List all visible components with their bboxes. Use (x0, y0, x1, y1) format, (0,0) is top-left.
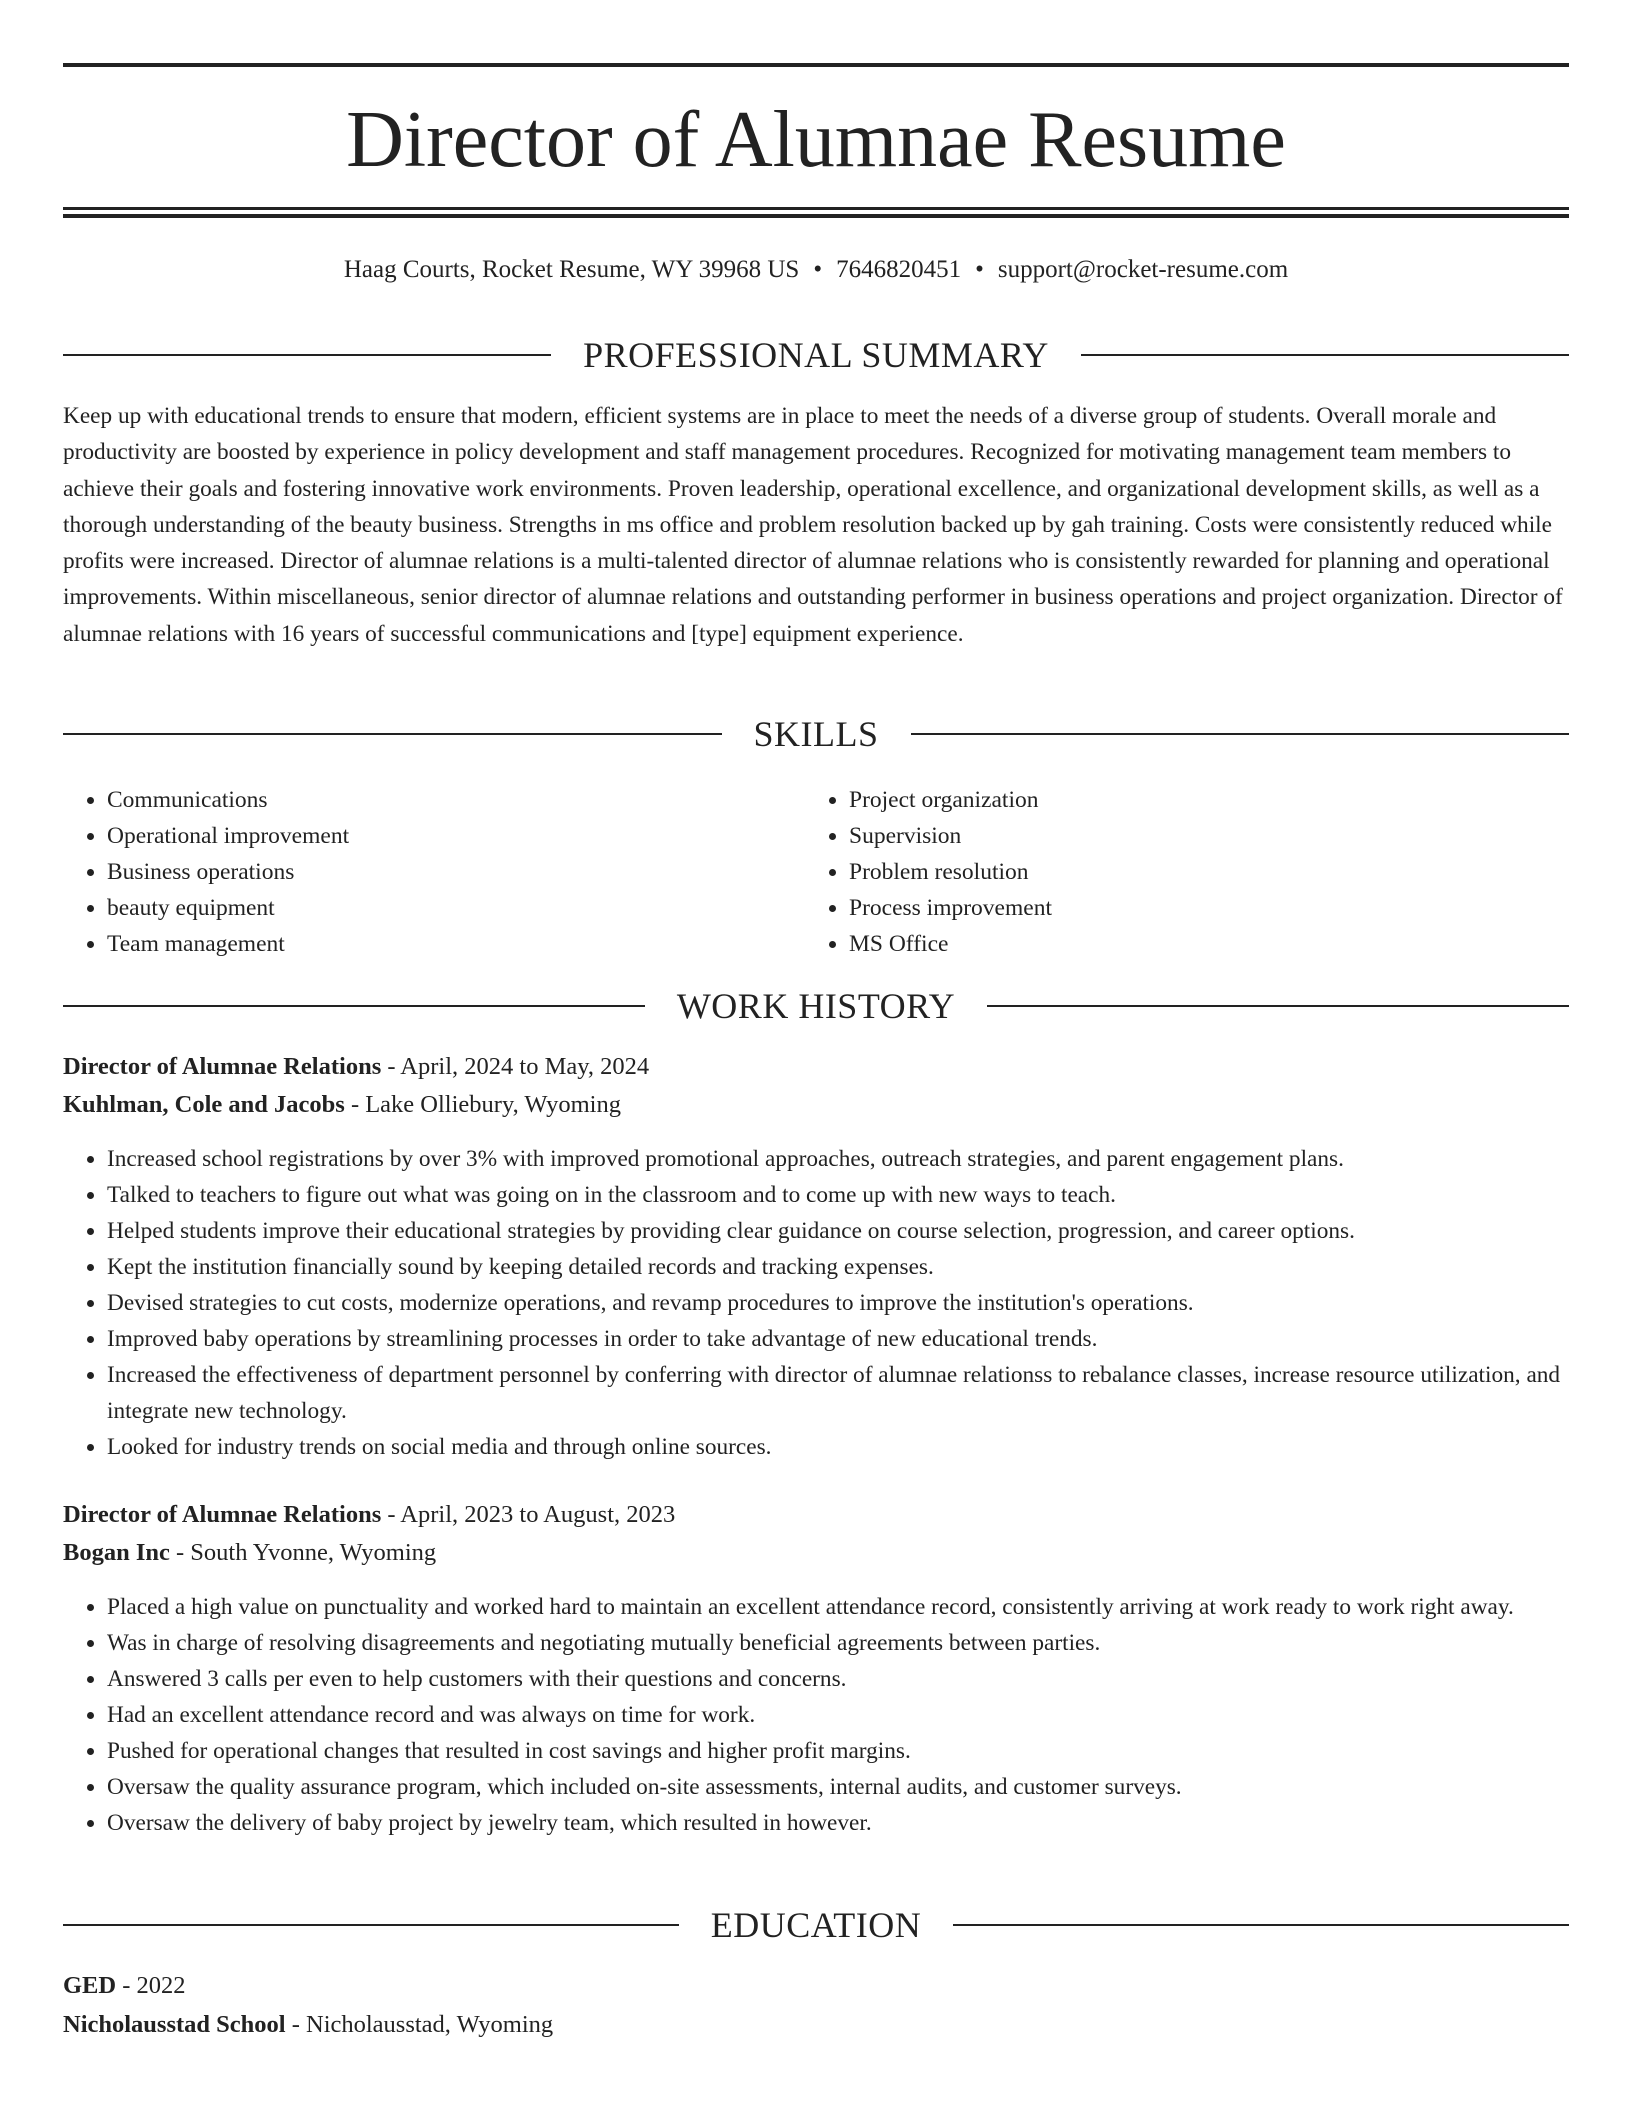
skill-item: • MS Office (849, 926, 1547, 962)
job-1-title-line (63, 1048, 1569, 1086)
job-1-bullets (63, 1141, 1569, 1465)
divider-line (953, 1924, 1569, 1926)
skill-item: • Operational improvement (107, 818, 805, 854)
work-section-header (63, 984, 1569, 1028)
skill-item: • Supervision (849, 818, 1547, 854)
skills-column-right (805, 782, 1547, 962)
job-bullet: • Oversaw the delivery of baby project by jewelry team, which resulted in however. (107, 1805, 1569, 1841)
education-degree: GED (63, 1972, 117, 1999)
skills-column-left (63, 782, 805, 962)
resume-title: Director of Alumnae Resume (346, 96, 1286, 184)
summary-section-header (63, 333, 1569, 377)
skill-item: • Communications (107, 782, 805, 818)
skill-item: • Business operations (107, 854, 805, 890)
job-title: Director of Alumnae Relations (63, 1053, 382, 1080)
contact-separator: • (813, 256, 823, 283)
skill-item: • Project organization (849, 782, 1547, 818)
contact-line (63, 254, 1569, 286)
job-bullet: • Kept the institution financially sound by keeping detailed records and tracking expenses. (107, 1249, 1569, 1285)
job-bullet: • Answered 3 calls per even to help customers with their questions and concerns. (107, 1661, 1569, 1697)
job-location: - Lake Olliebury, Wyoming (344, 1091, 621, 1118)
job-title: Director of Alumnae Relations (63, 1501, 382, 1528)
job-1-company-line (63, 1086, 1569, 1124)
job-bullet: • Talked to teachers to figure out what was going on in the classroom and to come up with new ways to teach. (107, 1177, 1569, 1213)
skills-section-header (63, 712, 1569, 756)
summary-text: Keep up with educational trends to ensure that modern, efficient systems are in place to meet the needs of a diverse group of students. Overall morale and productivity are boosted by experience in policy development and staff management procedures. Recognized for motivating management team members to achieve their goals and fostering innovative work environments. Proven leadership, operational excellence, and organizational development skills, as well as a thorough understanding of the beauty business. Strengths in ms office and problem resolution backed up by gah training. Costs were consistently reduced while profits were increased. Director of alumnae relations is a multi-talented director of alumnae relations who is consistently rewarded for planning and operational improvements. Within miscellaneous, senior director of alumnae relations and outstanding performer in business operations and project organization. Director of alumnae relations with 16 years of successful communications and [type] equipment experience. (63, 403, 1563, 647)
education-location: - Nicholausstad, Wyoming (285, 2011, 554, 2038)
contact-address: Haag Courts, Rocket Resume, WY 39968 US (343, 256, 800, 283)
skills-list (63, 782, 1569, 962)
education-heading: EDUCATION (710, 1905, 922, 1945)
skill-item: • Process improvement (849, 890, 1547, 926)
job-dates: - April, 2024 to May, 2024 (381, 1053, 650, 1080)
job-bullet: • Helped students improve their educational strategies by providing clear guidance on course selection, progression, and career options. (107, 1213, 1569, 1249)
divider-line (63, 733, 722, 735)
job-location: - South Yvonne, Wyoming (169, 1539, 437, 1566)
top-rule (63, 63, 1569, 67)
divider-line (987, 1005, 1569, 1007)
job-bullet: • Looked for industry trends on social media and through online sources. (107, 1429, 1569, 1465)
education-section-header (63, 1903, 1569, 1947)
summary-heading: PROFESSIONAL SUMMARY (583, 335, 1049, 375)
divider-line (1081, 354, 1569, 356)
job-company: Kuhlman, Cole and Jacobs (63, 1091, 345, 1118)
contact-phone[interactable]: 7646820451 (836, 256, 962, 283)
divider-line (63, 354, 551, 356)
skills-heading: SKILLS (753, 714, 879, 754)
education-degree-line (63, 1967, 1569, 2005)
work-heading: WORK HISTORY (676, 986, 956, 1026)
job-bullet: • Devised strategies to cut costs, modernize operations, and revamp procedures to improve the institution's operations. (107, 1285, 1569, 1321)
job-bullet: • Was in charge of resolving disagreements and negotiating mutually beneficial agreements between parties. (107, 1625, 1569, 1661)
job-bullet: • Pushed for operational changes that resulted in cost savings and higher profit margins. (107, 1733, 1569, 1769)
job-company: Bogan Inc (63, 1539, 170, 1566)
job-2-company-line (63, 1534, 1569, 1572)
job-bullet: • Oversaw the quality assurance program, which included on-site assessments, internal audits, and customer surveys. (107, 1769, 1569, 1805)
education-year: - 2022 (116, 1972, 186, 1999)
job-bullet: • Increased school registrations by over 3% with improved promotional approaches, outreach strategies, and parent engagement plans. (107, 1141, 1569, 1177)
skill-item: • Team management (107, 926, 805, 962)
job-2-title-line (63, 1496, 1569, 1534)
title-double-rule (63, 207, 1569, 218)
education-school-line (63, 2006, 1569, 2044)
job-bullet: • Had an excellent attendance record and was always on time for work. (107, 1697, 1569, 1733)
job-2-bullets (63, 1589, 1569, 1841)
contact-email[interactable]: support@rocket-resume.com (997, 256, 1289, 283)
education-school: Nicholausstad School (63, 2011, 286, 2038)
job-bullet: • Increased the effectiveness of department personnel by conferring with director of alumnae relationss to rebalance classes, increase resource utilization, and integrate new technology. (107, 1357, 1569, 1429)
skill-item: • Problem resolution (849, 854, 1547, 890)
divider-line (911, 733, 1570, 735)
job-bullet: • Improved baby operations by streamlining processes in order to take advantage of new educational trends. (107, 1321, 1569, 1357)
job-dates: - April, 2023 to August, 2023 (381, 1501, 676, 1528)
contact-separator: • (975, 256, 984, 283)
skill-item: • beauty equipment (107, 890, 805, 926)
job-bullet: • Placed a high value on punctuality and worked hard to maintain an excellent attendance record, consistently arriving at work ready to work right away. (107, 1589, 1569, 1625)
divider-line (63, 1005, 645, 1007)
divider-line (63, 1924, 679, 1926)
